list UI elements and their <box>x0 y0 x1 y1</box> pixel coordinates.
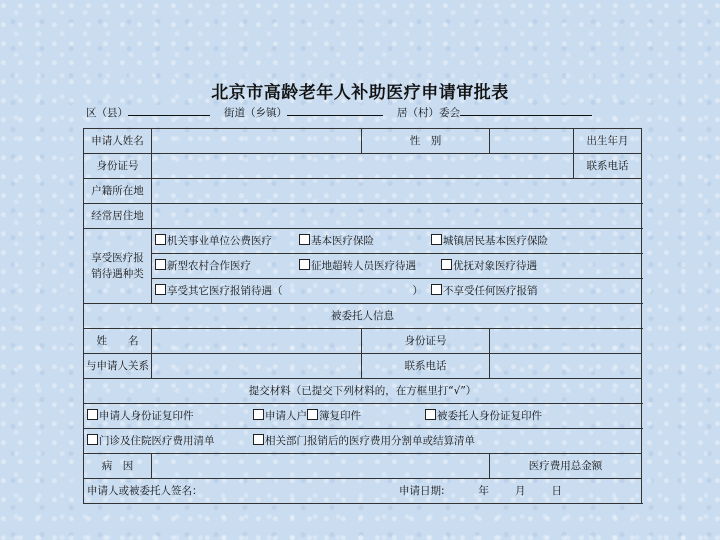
table-row <box>84 304 642 329</box>
table-row <box>84 204 642 229</box>
medical-options-row-2 <box>152 254 642 279</box>
option-label: 基本医疗保险 <box>311 235 374 247</box>
birth-label: 出生年月 <box>574 129 642 154</box>
table-row <box>84 279 642 304</box>
checkbox[interactable] <box>87 434 98 445</box>
year-label: 年 <box>478 485 490 497</box>
id-cell[interactable] <box>152 154 574 179</box>
checkbox[interactable] <box>431 234 442 245</box>
illness-cell[interactable] <box>152 454 490 479</box>
applicant-name-cell[interactable] <box>152 129 362 154</box>
medical-options-row-3 <box>152 279 642 304</box>
hukou-cell[interactable] <box>152 179 642 204</box>
option-label: 机关事业单位公费医疗 <box>167 235 272 247</box>
committee-blank[interactable] <box>460 104 592 116</box>
table-row <box>84 379 642 404</box>
checkbox[interactable] <box>87 409 98 420</box>
checkbox[interactable] <box>299 234 310 245</box>
material-label: 被委托人身份证复印件 <box>437 410 542 422</box>
option-label: 城镇居民基本医疗保险 <box>443 235 548 247</box>
checkbox[interactable] <box>431 284 442 295</box>
medical-options-row-1 <box>152 229 642 254</box>
residence-cell[interactable] <box>152 204 642 229</box>
signature-row <box>84 479 642 504</box>
checkbox[interactable] <box>253 434 264 445</box>
month-label: 月 <box>515 485 526 497</box>
option-label: 征地超转人员医疗待遇 <box>311 260 416 272</box>
table-row <box>84 129 642 154</box>
relation-label: 与申请人关系 <box>84 354 152 379</box>
materials-header: 提交材料（已提交下列材料的，在方框里打“√”） <box>84 379 642 404</box>
agent-id-label: 身份证号 <box>362 329 490 354</box>
hukou-label: 户籍所在地 <box>84 179 152 204</box>
street-blank[interactable] <box>287 104 383 116</box>
checkbox[interactable] <box>155 259 166 270</box>
district-label: 区（县） <box>86 107 128 119</box>
materials-row-2 <box>84 429 642 454</box>
checkbox[interactable] <box>425 409 436 420</box>
gender-cell[interactable] <box>490 129 574 154</box>
materials-row-1 <box>84 404 642 429</box>
illness-label: 病 因 <box>84 454 152 479</box>
material-label: 簿复印件 <box>319 410 361 422</box>
checkbox[interactable] <box>441 259 452 270</box>
checkbox[interactable] <box>155 234 166 245</box>
gender-label: 性 别 <box>362 129 490 154</box>
option-label: 享受其它医疗报销待遇（ <box>167 285 283 297</box>
day-label: 日 <box>551 485 563 497</box>
option-label: 新型农村合作医疗 <box>167 260 251 272</box>
agent-name-cell[interactable] <box>152 329 362 354</box>
date-label: 申请日期: <box>399 485 445 497</box>
id-label: 身份证号 <box>84 154 152 179</box>
street-label: 街道（乡镇） <box>224 107 287 119</box>
form-title: 北京市高龄老年人补助医疗申请审批表 <box>211 83 509 103</box>
option-label: 优抚对象医疗待遇 <box>453 260 537 272</box>
total-cost-label: 医疗费用总金额 <box>490 454 642 479</box>
option-label: 不享受任何医疗报销 <box>443 285 538 297</box>
signature-label: 申请人或被委托人签名： <box>87 485 203 497</box>
table-row <box>84 229 642 254</box>
applicant-name-label: 申请人姓名 <box>84 129 152 154</box>
checkbox[interactable] <box>253 409 264 420</box>
table-row <box>84 154 642 179</box>
table-row <box>84 454 642 479</box>
relation-cell[interactable] <box>152 354 362 379</box>
agent-id-cell[interactable] <box>490 329 642 354</box>
table-row <box>84 479 642 504</box>
table-row <box>84 354 642 379</box>
agent-phone-cell[interactable] <box>490 354 642 379</box>
checkbox[interactable] <box>307 409 318 420</box>
phone-label: 联系电话 <box>574 154 642 179</box>
option-label: ） <box>412 285 423 297</box>
checkbox[interactable] <box>155 284 166 295</box>
material-label: 相关部门报销后的医疗费用分割单或结算清单 <box>265 435 475 447</box>
agent-phone-label: 联系电话 <box>362 354 490 379</box>
table-row <box>84 429 642 454</box>
material-label: 申请人户 <box>265 410 307 422</box>
material-label: 门诊及住院医疗费用清单 <box>99 435 215 447</box>
table-row <box>84 329 642 354</box>
material-label: 申请人身份证复印件 <box>99 410 194 422</box>
table-row <box>84 404 642 429</box>
table-row <box>84 179 642 204</box>
application-table <box>83 128 642 504</box>
residence-label: 经常居住地 <box>84 204 152 229</box>
district-blank[interactable] <box>128 104 210 116</box>
committee-label: 居（村）委会 <box>397 107 460 119</box>
medical-type-label: 享受医疗报销待遇种类 <box>84 229 152 304</box>
agent-name-label: 姓 名 <box>84 329 152 354</box>
checkbox[interactable] <box>299 259 310 270</box>
agent-header: 被委托人信息 <box>84 304 642 329</box>
table-row <box>84 254 642 279</box>
address-line <box>86 104 592 120</box>
